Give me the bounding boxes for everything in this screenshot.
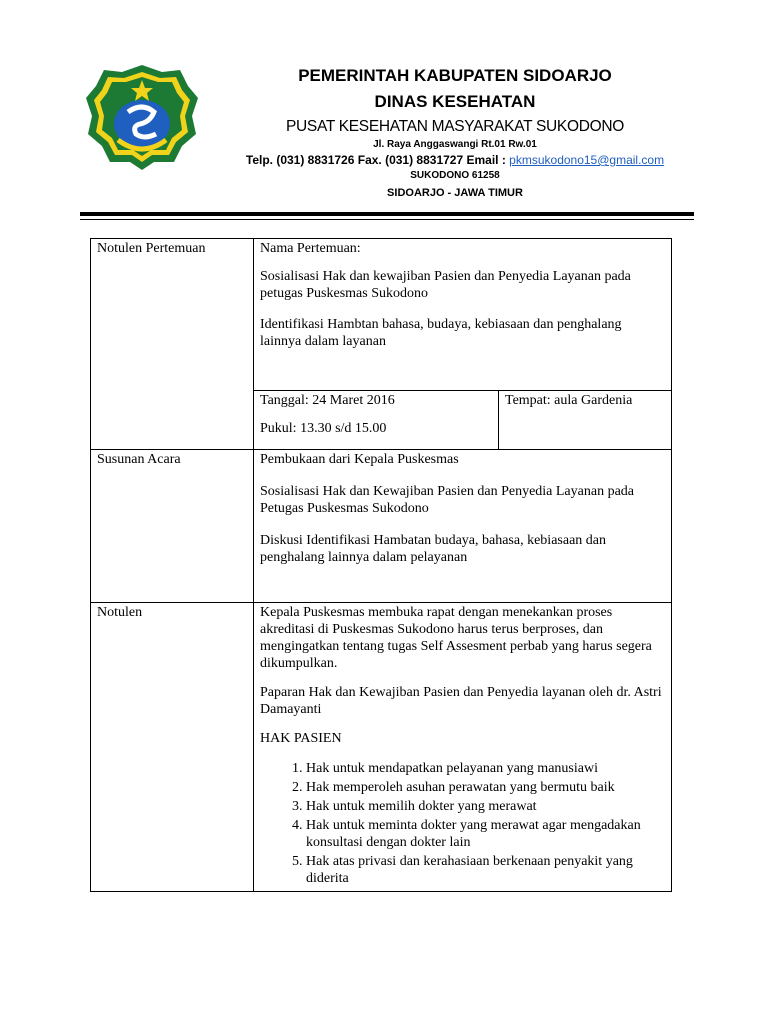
list-item: 1. Hak untuk mendapatkan pelayanan yang manusiawi xyxy=(306,760,665,777)
meeting-name-label: Nama Pertemuan: xyxy=(260,241,361,256)
kabupaten-sidoarjo-emblem-icon xyxy=(84,62,200,172)
minutes-table xyxy=(90,238,672,892)
list-item: 4. Hak untuk meminta dokter yang merawat agar mengadakan konsultasi dengan dokter lain xyxy=(306,817,665,851)
notes-paragraph: Paparan Hak dan Kewajiban Pasien dan Penyedia layanan oleh dr. Astri Damayanti xyxy=(260,685,662,717)
email-link[interactable]: pkmsukodono15@gmail.com xyxy=(509,153,665,167)
agenda-label: Susunan Acara xyxy=(91,450,254,603)
agenda-row xyxy=(91,450,672,603)
list-item: 2. Hak memperoleh asuhan perawatan yang bermutu baik xyxy=(306,779,665,796)
meeting-row xyxy=(91,239,672,450)
meeting-details xyxy=(254,239,672,450)
notes-row xyxy=(91,603,672,892)
meeting-time: Pukul: 13.30 s/d 15.00 xyxy=(260,421,387,436)
hak-pasien-heading: HAK PASIEN xyxy=(260,731,342,746)
meeting-datetime-place xyxy=(254,390,671,449)
notes-paragraph: Kepala Puskesmas membuka rapat dengan menekankan proses akreditasi di Puskesmas Sukodono harus terus berproses, dan mengingatkan tentang tugas Self Assesment perbab yang harus segera dikumpulkan. xyxy=(260,605,652,671)
patient-rights-list xyxy=(260,760,665,887)
header-divider-thick xyxy=(80,212,694,216)
agenda-item: Sosialisasi Hak dan Kewajiban Pasien dan Penyedia Layanan pada Petugas Puskesmas Sukodono xyxy=(260,484,635,516)
header-divider-thin xyxy=(80,219,694,220)
agenda-items xyxy=(254,450,672,603)
letterhead-department: DINAS KESEHATAN xyxy=(374,92,536,111)
meeting-topic-1: Sosialisasi Hak dan kewajiban Pasien dan Penyedia Layanan pada petugas Puskesmas Sukodono xyxy=(260,269,631,301)
letterhead-government: PEMERINTAH KABUPATEN SIDOARJO xyxy=(298,66,612,85)
list-item: 3. Hak untuk memilih dokter yang merawat xyxy=(306,798,665,815)
letterhead-address: Jl. Raya Anggaswangi Rt.01 Rw.01 xyxy=(373,139,537,150)
letterhead xyxy=(0,0,768,230)
meeting-topic-2: Identifikasi Hambtan bahasa, budaya, kebiasaan dan penghalang lainnya dalam layanan xyxy=(260,317,622,349)
contact-phone-fax: Telp. (031) 8831726 Fax. (031) 8831727 Email : xyxy=(245,153,510,167)
meeting-place: Tempat: aula Gardenia xyxy=(499,391,672,450)
letterhead-institution: PUSAT KESEHATAN MASYARAKAT SUKODONO xyxy=(285,118,625,135)
list-item: 5. Hak atas privasi dan kerahasiaan berkenaan penyakit yang diderita xyxy=(306,853,665,887)
notes-content xyxy=(254,603,672,892)
notes-label: Notulen xyxy=(91,603,254,892)
agenda-item: Pembukaan dari Kepala Puskesmas xyxy=(260,452,459,467)
letterhead-postal: SUKODONO 61258 xyxy=(410,170,500,181)
letterhead-region: SIDOARJO - JAWA TIMUR xyxy=(387,187,523,199)
letterhead-contact xyxy=(210,153,700,167)
meeting-date: Tanggal: 24 Maret 2016 xyxy=(260,393,395,408)
meeting-label: Notulen Pertemuan xyxy=(91,239,254,450)
agenda-item: Diskusi Identifikasi Hambatan budaya, bahasa, kebiasaan dan penghalang lainnya dalam pelayanan xyxy=(260,533,607,565)
meeting-datetime xyxy=(254,391,499,450)
